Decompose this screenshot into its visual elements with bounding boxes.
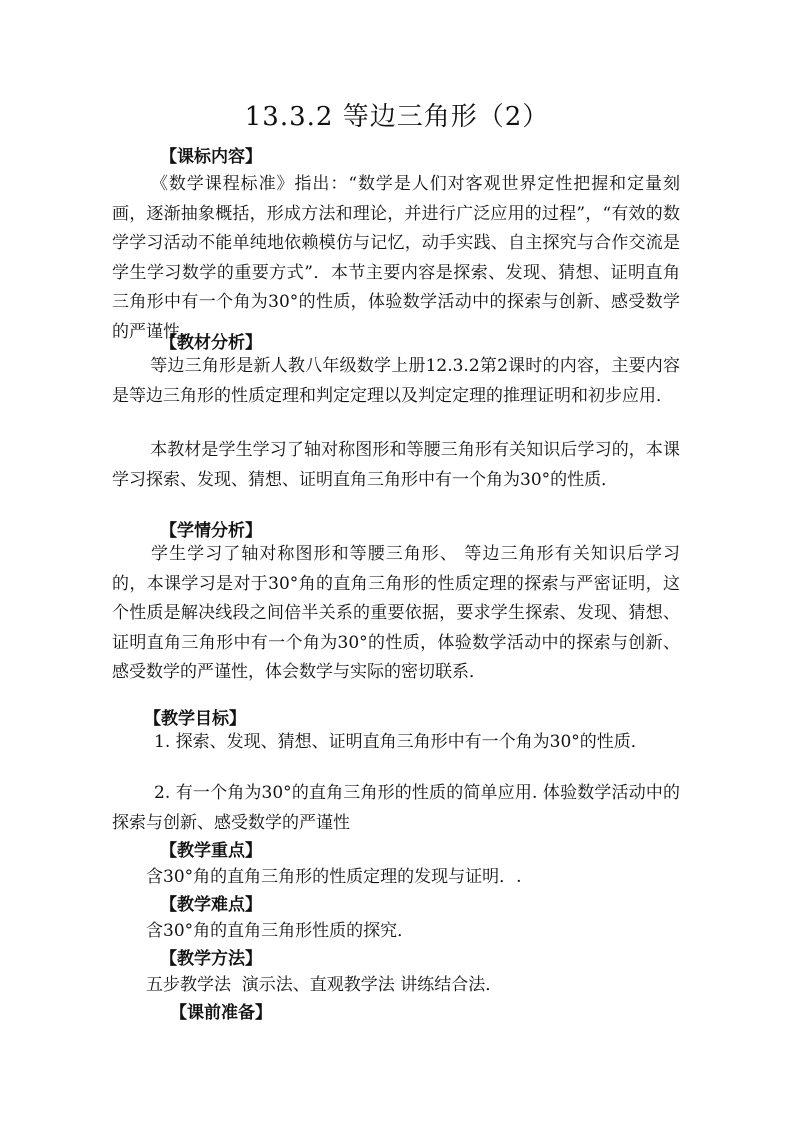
methods-text: 五步教学法 演示法、直观教学法 讲练结合法． [146,975,503,995]
heading-preparation: 【课前准备】 [170,1003,272,1023]
goal-item-2: 2. 有一个角为30°的直角三角形的性质的简单应用. 体验数学活动中的探索与创新、感受数学的严谨性 [112,783,680,833]
paragraph-textbook-1-text: 等边三角形是新人教八年级数学上册12.3.2第2课时的内容，主要内容是等边三角形的性质定理和判定定理以及判定定理的推理证明和初步应用． [112,356,680,406]
page-title: 13.3.2 等边三角形（2） [244,102,550,132]
heading-students: 【学情分析】 [160,521,262,541]
goal-item-1: 1. 探索、发现、猜想、证明直角三角形中有一个角为30°的性质． [154,732,648,752]
paragraph-textbook-2-text: 本教材是学生学习了轴对称图形和等腰三角形有关知识后学习的，本课学习探索、发现、猜想、证明直角三角形中有一个角为30°的性质． [112,440,680,490]
paragraph-curriculum-text: 《数学课程标准》指出：“数学是人们对客观世界定性把握和定量刻画，逐渐抽象概括，形成方法和理论，并进行广泛应用的过程”，“有效的数学学习活动不能单纯地依赖模仿与记忆，动手实践、自主探究与合作交流是学生学习数学的重要方式”．本节主要内容是探索、发现、猜想、证明直角三角形中有一个角为30°的性质，体验数学活动中的探索与创新、感受数学的严谨性． [112,174,680,342]
paragraph-students [112,540,680,688]
paragraph-goals-1 [112,728,680,758]
heading-key-points: 【教学重点】 [160,841,262,861]
heading-difficulties: 【教学难点】 [160,895,262,915]
heading-textbook: 【教材分析】 [160,333,262,353]
paragraph-textbook-1 [112,352,680,411]
heading-methods: 【教学方法】 [160,949,262,969]
paragraph-curriculum [112,170,680,347]
key-points-text: 含30°角的直角三角形的性质定理的发现与证明．. [146,867,522,887]
difficulties-text: 含30°角的直角三角形性质的探究． [146,921,415,941]
paragraph-students-text: 学生学习了轴对称图形和等腰三角形、 等边三角形有关知识后学习的，本课学习是对于30°角的直角三角形的性质定理的探索与严密证明，这个性质是解决线段之间倍半关系的重要依据，要求学生探索、发现、猜想、证明直角三角形中有一个角为30°的性质，体验数学活动中的探索与创新、感受数学的严谨性，体会数学与实际的密切联系． [112,544,680,682]
paragraph-textbook-2 [112,436,680,495]
paragraph-goals-2 [112,779,680,838]
heading-goals: 【教学目标】 [144,709,246,729]
heading-curriculum: 【课标内容】 [160,147,262,167]
